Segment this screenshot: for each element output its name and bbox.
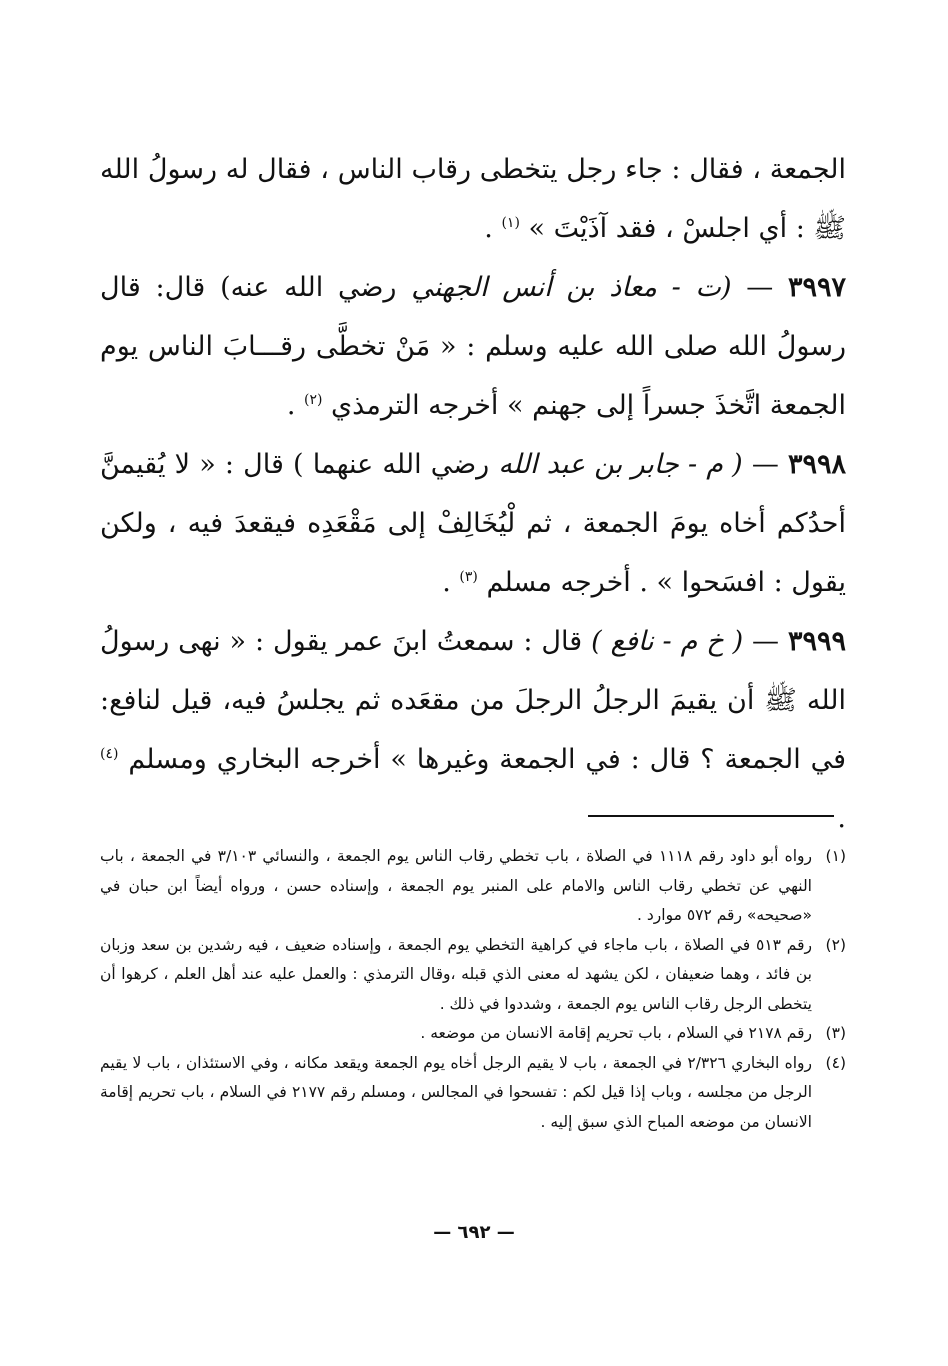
sentence-end: .	[837, 803, 846, 834]
footnote-number: (٤)	[825, 1053, 846, 1072]
paragraph-continuation	[100, 140, 846, 258]
footnote-3	[100, 1019, 846, 1049]
hadith-number: ٣٩٩٨	[787, 449, 846, 480]
hadith-source: ( خ م - نافع )	[591, 626, 744, 657]
hadith-number: ٣٩٩٩	[787, 626, 846, 657]
footnote-ref: (١)	[501, 215, 520, 231]
footnote-text: رقم ٥١٣ في الصلاة ، باب ماجاء في كراهية التخطي يوم الجمعة ، وإسناده ضعيف ، فيه رشدين بن سعد وزبان بن فائد ، وهما ضعيفان ، لكن يشهد له معنى الذي قبله ،وقال الترمذي : والعمل عليه عند أهل العلم ، كرهوا أن يتخطى الرجل رقاب الناس يوم الجمعة ، وشددوا في ذلك .	[100, 935, 812, 1013]
main-text	[100, 140, 846, 848]
sentence-end: .	[442, 567, 451, 598]
paragraph-text: الجمعة ، فقال : جاء رجل يتخطى رقاب الناس ، فقال له رسولُ الله ﷺ : أي اجلسْ ، فقد آذَيْتَ »	[100, 154, 846, 244]
page-number: — ٦٩٢ —	[433, 1222, 515, 1243]
footnote-text: رواه أبو داود رقم ١١١٨ في الصلاة ، باب تخطي رقاب الناس يوم الجمعة ، والنسائي ٣/١٠٣ في الجمعة ، باب النهي عن تخطي رقاب الناس والامام على المنبر يوم الجمعة ، وإسناده حسن ، ورواه أيضاً ابن حبان في «صحيحه» رقم ٥٧٢ موارد .	[100, 847, 812, 924]
dash: —	[742, 449, 788, 480]
hadith-source: ( م - جابر بن عبد الله	[498, 449, 743, 480]
footnote-number: (١)	[825, 847, 846, 865]
sentence-end: .	[286, 390, 296, 421]
footnote-ref: (٤)	[100, 746, 119, 762]
footnote-1	[100, 842, 846, 931]
dash: —	[743, 626, 788, 657]
footnote-ref: (٣)	[459, 569, 478, 585]
hadith-source: (ت - معاذ بن أنس الجهني	[411, 272, 732, 303]
hadith-3999	[100, 612, 846, 848]
sentence-end: .	[484, 213, 493, 244]
footnotes	[100, 842, 846, 1137]
footnote-number: (٢)	[825, 935, 846, 954]
footnote-text: رقم ٢١٧٨ في السلام ، باب تحريم إقامة الانسان من موضعه .	[420, 1024, 812, 1042]
hadith-number: ٣٩٩٧	[788, 272, 847, 303]
footnote-4	[100, 1049, 846, 1138]
hadith-3997	[100, 258, 846, 435]
paragraph-text: رضي الله عنهما ) قال : « لا يُقيمنَّ أحدُكم أخاه يومَ الجمعة ، ثم لْيُخَالِفْ إلى مَقْعَدِه فيقعدَ فيه ، ولكن يقول : افسَحوا » . أخرجه مسلم	[100, 449, 846, 598]
footnote-ref: (٢)	[304, 392, 323, 408]
hadith-3998	[100, 435, 846, 612]
footnote-number: (٣)	[825, 1024, 846, 1042]
footnote-divider	[588, 815, 834, 817]
paragraph-text: قال : سمعتُ ابنَ عمر يقول : « نهى رسولُ الله ﷺ أن يقيمَ الرجلُ الرجلَ من مقعَده ثم يجلسُ فيه، قيل لنافع: في الجمعة ؟ قال : في الجمعة وغيرها » أخرجه البخاري ومسلم	[100, 626, 846, 775]
footnote-text: رواه البخاري ٢/٣٢٦ في الجمعة ، باب لا يقيم الرجل أخاه يوم الجمعة ويقعد مكانه ، وفي الاستئذان ، باب لا يقيم الرجل من مجلسه ، وباب إذا قيل لكم : تفسحوا في المجالس ، ومسلم رقم ٢١٧٧ في السلام ، باب تحريم إقامة الانسان من موضعه المباح الذي سبق إليه .	[100, 1053, 812, 1131]
dash: —	[731, 272, 788, 303]
footnote-2	[100, 931, 846, 1020]
paragraph-text: رضي الله عنه) قال: قال رسولُ الله صلى الله عليه وسلم : « مَنْ تخطَّى رقـــابَ الناس يوم الجمعة اتَّخذَ جسراً إلى جهنم » أخرجه الترمذي	[100, 272, 846, 421]
